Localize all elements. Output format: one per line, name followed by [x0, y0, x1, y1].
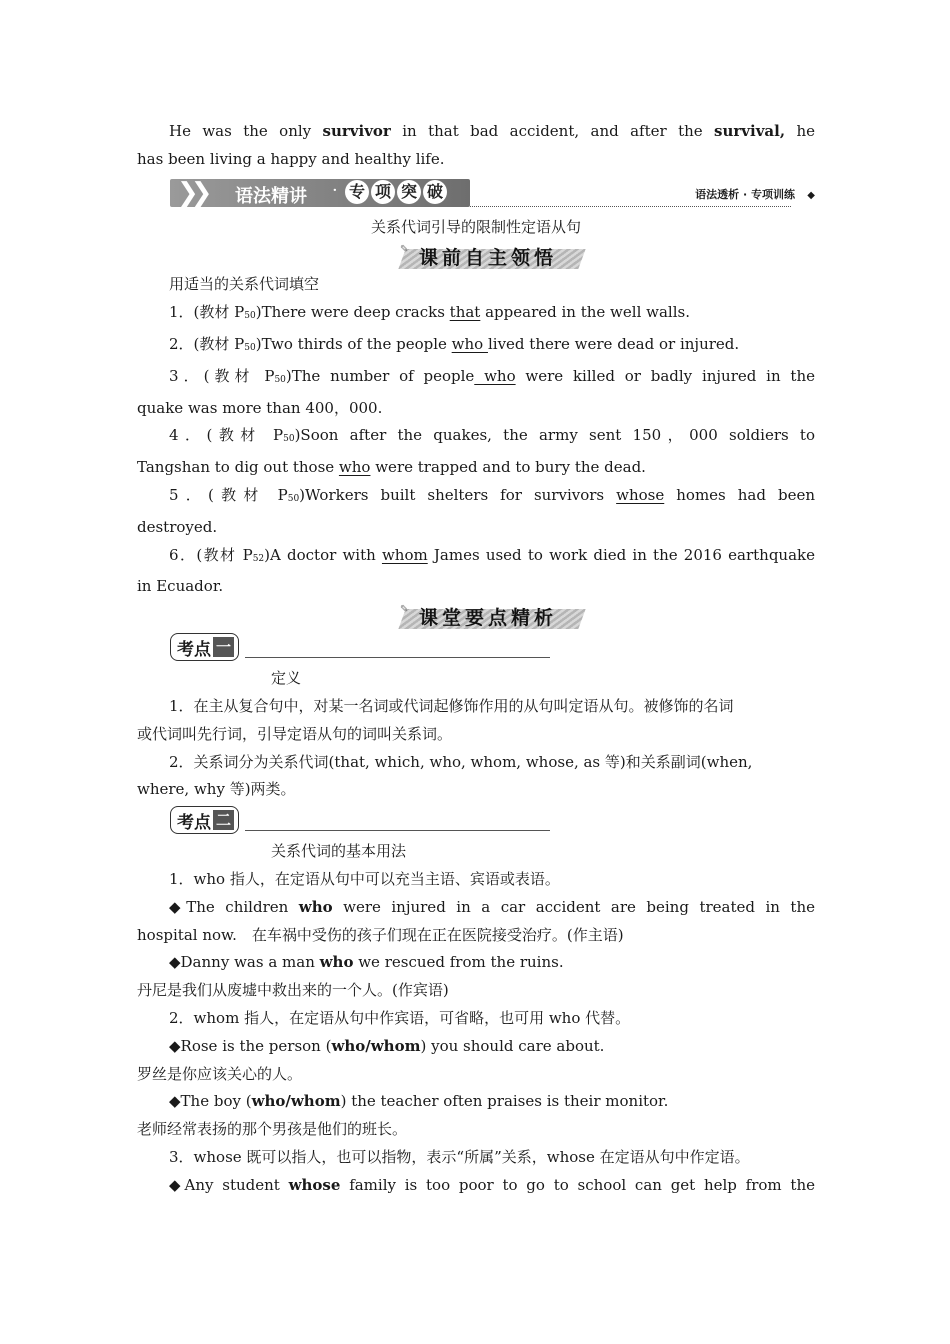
kp2-example-1: ◆The children who were injured in a car accident are being treated in the [169, 897, 815, 916]
kp2-example-2: ◆Danny was a man who we rescued from the ruins. [169, 953, 564, 972]
subhead-preclass [137, 241, 815, 271]
kp1-para-2a: 2．关系词分为关系代词(that, which, who, whom, whose, as 等)和关系副词(when, [169, 752, 753, 771]
exercise-3: 3．(教材 $P_{50})The$ number of people who were killed or badly injured in the [169, 366, 815, 385]
survivor-word: survivor [322, 122, 391, 140]
pen-icon: ✎ [400, 244, 409, 256]
grammar-banner [137, 176, 815, 212]
key-point-badge: 考点 二 [170, 806, 239, 834]
kp2-rule-3: 3．whose 既可以指人，也可以指物，表示“所属”关系，whose 在定语从句中作定语。 [169, 1147, 750, 1166]
key-point-rule [245, 830, 550, 831]
exercise-5-cont: destroyed. [137, 517, 218, 536]
answer-blank: that [449, 303, 481, 322]
exercise-3-cont: quake was more than 400，000. [137, 398, 383, 417]
key-point-badge: 考点 一 [170, 633, 239, 661]
banner-circled-text [345, 180, 447, 204]
key-point-1-tag [137, 631, 815, 665]
exercise-6: 6．(教材 $P_{52})A$ doctor with whom James used to work died in the 2016 earthquake [169, 545, 815, 564]
key-point-rule [245, 657, 550, 658]
section-title: 关系代词引导的限制性定语从句 [370, 217, 581, 236]
survival-word: survival, [714, 122, 786, 140]
kp2-example-3: ◆Rose is the person (who/whom) you should care about. [169, 1036, 605, 1055]
intro-line-1: He was the only survivor in that bad accident, and after the survival, he [169, 122, 815, 140]
exercise-4: 4．(教材 $P_{50})Soon$ after the quakes, the army sent 150，000 soldiers to [169, 426, 815, 445]
kp2-example-4: ◆The boy (who/whom) the teacher often praises is their monitor. [169, 1092, 669, 1111]
subhead-text: 课堂要点精析 [419, 607, 558, 630]
exercise-1: 1．(教材 $P_{50})There$ were deep cracks that appeared in the well walls. [169, 303, 690, 322]
answer-blank: whom [381, 545, 428, 564]
kp1-para-1a: 1．在主从复合句中，对某一名词或代词起修饰作用的从句叫定语从句。被修饰的名词 [169, 696, 734, 715]
banner-left-text: 语法精讲 [235, 185, 307, 207]
answer-blank: who [474, 366, 516, 385]
kp2-example-3-translation: 罗丝是你应该关心的人。 [137, 1064, 303, 1083]
kp2-rule-2: 2．whom 指人，在定语从句中作宾语，可省略，也可用 who 代替。 [169, 1008, 631, 1027]
answer-blank: who [451, 334, 488, 353]
banner-char: 专 [345, 180, 369, 204]
intro-line-2: has been living a happy and healthy life. [137, 149, 445, 168]
subhead-text: 课前自主领悟 [419, 247, 558, 270]
exercise-2: 2．(教材 $P_{50})Two$ thirds of the people who lived there were dead or injured. [169, 334, 740, 353]
double-chevron-icon: ❯❯ [177, 177, 205, 208]
kp2-example-1-cont: hospital now. 在车祸中受伤的孩子们现在正在医院接受治疗。(作主语) [137, 925, 624, 944]
kp2-example-4-translation: 老师经常表扬的那个男孩是他们的班长。 [137, 1120, 408, 1139]
banner-dotted-rule [470, 206, 791, 207]
answer-blank: who [338, 458, 371, 477]
exercise-5: 5．(教材 $P_{50})Workers$ built shelters for survivors whose homes had been [169, 485, 815, 504]
page-content [137, 118, 815, 1200]
key-point-2-tag [137, 804, 815, 838]
fill-instruction: 用适当的关系代词填空 [169, 275, 320, 294]
exercise-4-cont: Tangshan to dig out those who were trapped and to bury the dead. [137, 458, 646, 477]
exercise-6-cont: in Ecuador. [137, 577, 224, 596]
kp2-example-2-translation: 丹尼是我们从废墟中救出来的一个人。(作宾语) [137, 981, 449, 1000]
pen-icon: ✎ [400, 604, 409, 616]
key-point-2-title: 关系代词的基本用法 [271, 842, 407, 861]
kp2-rule-1: 1．who 指人，在定语从句中可以充当主语、宾语或表语。 [169, 869, 560, 888]
banner-right-text: 语法透析 · 专项训练 [695, 187, 795, 201]
key-point-1-title: 定义 [271, 669, 302, 688]
answer-blank: whose [616, 485, 665, 504]
kp2-example-5: ◆Any student whose family is too poor to go to school can get help from the [169, 1175, 815, 1194]
diamond-icon: ◆ [807, 189, 815, 201]
banner-char: 破 [423, 180, 447, 204]
subhead-inclass [137, 601, 815, 631]
banner-dot: · [332, 179, 338, 201]
kp1-para-2b: where, why 等)两类。 [137, 780, 296, 799]
banner-char: 突 [397, 180, 421, 204]
banner-char: 项 [371, 180, 395, 204]
kp1-para-1b: 或代词叫先行词，引导定语从句的词叫关系词。 [137, 724, 453, 743]
